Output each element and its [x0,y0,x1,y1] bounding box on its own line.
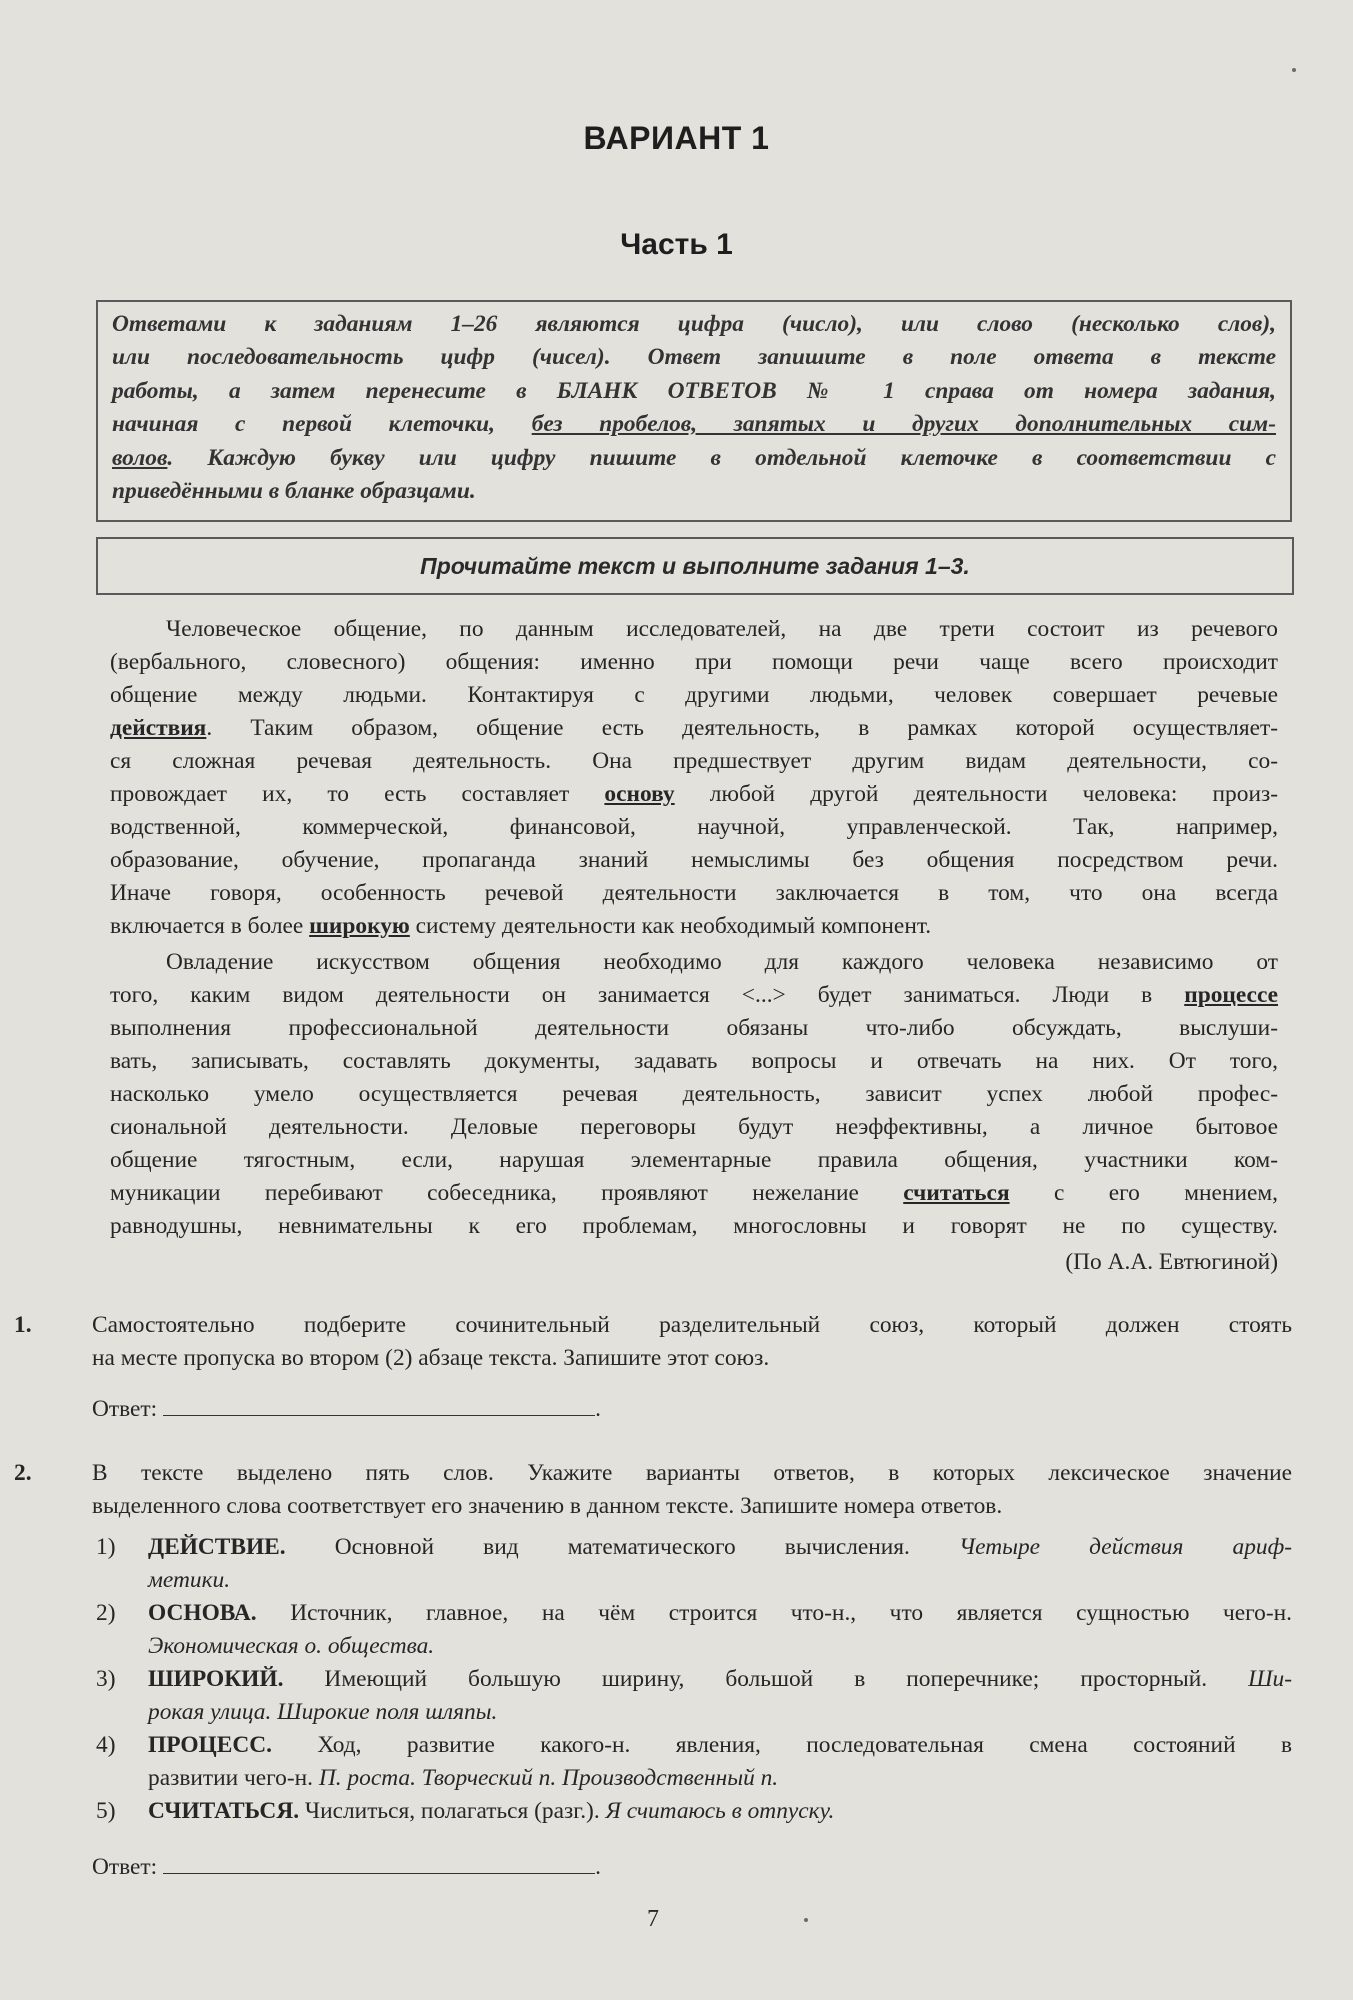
option-line [148,1664,1292,1695]
option-example: Я считаюсь в отпуску. [605,1798,835,1824]
instructions-line [112,442,1276,475]
option-word: СЧИТАТЬСЯ. [148,1798,300,1824]
answer-field[interactable] [163,1851,595,1874]
option-example: метики. [148,1567,231,1593]
text-fragment: включается в более [110,913,310,939]
option-line [148,1796,1292,1827]
task-text: на месте пропуска во втором (2) абзаце текста. Запишите этот союз. [92,1345,770,1371]
answer-row [92,1851,601,1883]
text-fragment: систему деятельности как необходимый компонент. [409,913,932,939]
text-line [110,1178,1278,1209]
text-line [110,713,1278,744]
option-word: ДЕЙСТВИЕ. [148,1534,286,1560]
instructions-underlined: без пробелов, запятых и других дополнительных сим- [531,411,1276,438]
highlighted-word-osnova: основу [604,781,675,807]
text-line: выполнения профессиональной деятельности обязаны что-либо обсуждать, выслуши- [110,1015,1278,1041]
instructions-line: приведёнными в бланке образцами. [112,478,476,505]
option-line [148,1730,1292,1761]
instructions-line: работы, а затем перенесите в БЛАНК ОТВЕТОВ № 1 справа от номера задания, [112,377,1276,404]
option-example: Экономическая о. общества. [148,1633,435,1659]
text-fragment: . Таким образом, общение есть деятельность, в рамках которой осуществляет- [206,715,1278,741]
answer-end: . [595,1854,601,1880]
option-word: ШИРОКИЙ. [148,1666,284,1692]
text-line: равнодушны, невнимательны к его проблемам, многословны и говорят не по существу. [110,1213,1278,1239]
task-number: 1. [14,1312,32,1338]
highlighted-word-schitatsya: считаться [903,1180,1010,1206]
option-line [148,1565,1292,1596]
highlighted-word-protsess: процессе [1184,982,1278,1008]
text-line: (вербального, словесного) общения: именно при помощи речи чаще всего происходит [110,649,1278,675]
text-line: образование, обучение, пропаганда знаний немыслимы без общения посредством речи. [110,847,1278,873]
text-line: Человеческое общение, по данным исследователей, на две трети состоит из речевого [166,616,1278,642]
instructions-underlined: волов [112,444,168,471]
highlighted-word-shirokiy: широкую [309,913,410,939]
text-line: насколько умело осуществляется речевая деятельность, зависит успех любой профес- [110,1081,1278,1107]
option-definition: Имеющий большую ширину, большой в поперечнике; просторный. [283,1666,1249,1692]
option-example: рокая улица. Широкие поля шляпы. [148,1699,498,1725]
instructions-text: . Каждую букву или цифру пишите в отдельной клеточке в соответствии с [167,444,1276,471]
option-line [148,1763,1292,1794]
text-line: водственной, коммерческой, финансовой, научной, управленческой. Так, например, [110,814,1278,840]
option-definition: развитии чего-н. [148,1765,319,1791]
part-title: Часть 1 [620,228,733,261]
option-number: 1) [96,1534,116,1560]
option-example: Четыре действия ариф- [959,1534,1292,1560]
instructions-line: Ответами к заданиям 1–26 являются цифра (число), или слово (несколько слов), [112,311,1276,337]
option-number: 4) [96,1732,116,1758]
text-source: (По А.А. Евтюгиной) [1065,1249,1278,1275]
text-fragment: провождает их, то есть составляет [110,781,605,807]
text-fragment: муникации перебивают собеседника, проявляют нежелание [110,1180,904,1206]
answer-end: . [595,1396,601,1422]
option-definition: Источник, главное, на чём строится что-н., что является сущностью чего-н. [256,1600,1292,1626]
task-number: 2. [14,1460,32,1486]
text-fragment: того, каким видом деятельности он занимается <...> будет заниматься. Люди в [110,982,1185,1008]
highlighted-word-deystvie: действия [110,715,207,741]
task-text: В тексте выделено пять слов. Укажите варианты ответов, в которых лексическое значение [92,1460,1292,1486]
read-text-banner: Прочитайте текст и выполните задания 1–3. [96,537,1294,595]
option-number: 2) [96,1600,116,1626]
option-line [148,1697,1292,1728]
variant-title: ВАРИАНТ 1 [583,120,770,156]
option-number: 5) [96,1798,116,1824]
text-line: Овладение искусством общения необходимо для каждого человека независимо от [166,949,1278,975]
option-line [148,1631,1292,1662]
instructions-box [96,300,1292,522]
answer-row [92,1393,601,1425]
option-word: ОСНОВА. [148,1600,257,1626]
option-example: Ши- [1248,1666,1292,1692]
option-definition: Числиться, полагаться (разг.). [299,1798,606,1824]
option-line [148,1532,1292,1563]
speck-mark [1292,68,1296,72]
task-text: выделенного слова соответствует его значению в данном тексте. Запишите номера ответов. [92,1493,1003,1519]
option-line [148,1598,1292,1629]
instructions-line: или последовательность цифр (чисел). Ответ запишите в поле ответа в тексте [112,344,1276,371]
option-example: П. роста. Творческий п. Производственный п. [318,1765,779,1791]
option-definition: Ход, развитие какого-н. явления, последовательная смена состояний в [271,1732,1292,1758]
option-number: 3) [96,1666,116,1692]
text-line [110,980,1278,1011]
task-text: Самостоятельно подберите сочинительный разделительный союз, который должен стоять [92,1312,1292,1338]
text-line: вать, записывать, составлять документы, задавать вопросы и отвечать на них. От того, [110,1048,1278,1074]
answer-field[interactable] [163,1393,595,1416]
instructions-text: начиная с первой клеточки, [112,411,532,438]
page-number: 7 [647,1906,659,1932]
option-definition: Основной вид математического вычисления. [285,1534,960,1560]
text-fragment: любой другой деятельности человека: произ- [674,781,1278,807]
text-line [110,779,1278,810]
option-word: ПРОЦЕСС. [148,1732,272,1758]
text-line: общение между людьми. Контактируя с другими людьми, человек совершает речевые [110,682,1278,708]
text-line: ся сложная речевая деятельность. Она предшествует другим видам деятельности, со- [110,748,1278,774]
text-fragment: с его мнением, [1009,1180,1278,1206]
speck-mark [804,1918,808,1922]
text-line: Иначе говоря, особенность речевой деятельности заключается в том, что она всегда [110,880,1278,906]
answer-label: Ответ: [92,1396,158,1422]
text-line [110,911,1278,942]
answer-label: Ответ: [92,1854,158,1880]
text-line: общение тягостным, если, нарушая элементарные правила общения, участники ком- [110,1147,1278,1173]
text-line: сиональной деятельности. Деловые переговоры будут неэффективны, а личное бытовое [110,1114,1278,1140]
instructions-line [112,408,1276,441]
